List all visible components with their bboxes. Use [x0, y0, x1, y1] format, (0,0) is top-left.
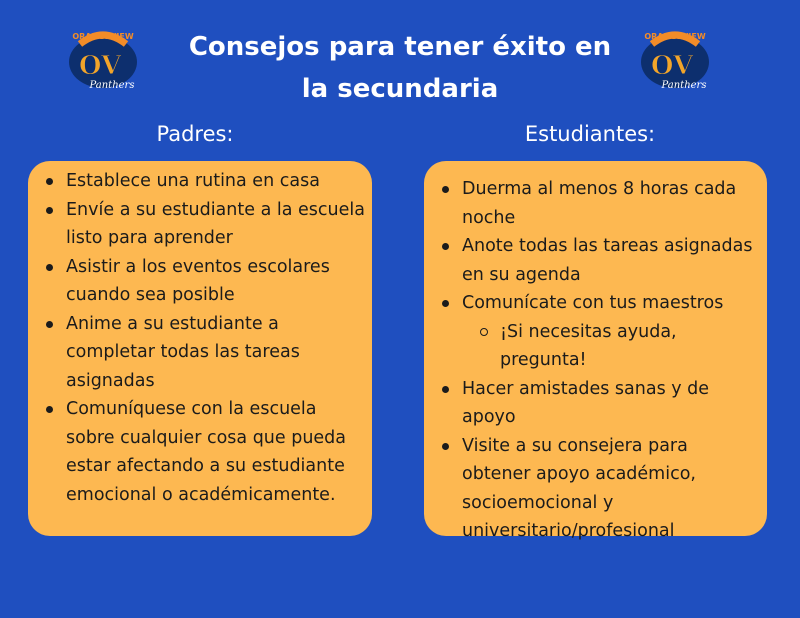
parents-tip: Comuníquese con la escuela sobre cualquier cosa que pueda estar afectando a su estudiante emocional o académicamente.	[38, 395, 366, 509]
logo-top-text: ORANGEVIEW	[644, 32, 706, 41]
students-card	[424, 161, 767, 541]
logo-top-text: ORANGEVIEW	[72, 32, 134, 41]
students-subtip: ¡Si necesitas ayuda, pregunta!	[434, 318, 761, 375]
title-line-1: Consejos para tener éxito en	[188, 32, 612, 62]
logo-letters: OV	[78, 51, 122, 81]
parents-tip: Asistir a los eventos escolares cuando sea posible	[38, 253, 366, 310]
page-title	[150, 26, 650, 110]
students-tip: Anote todas las tareas asignadas en su agenda	[434, 232, 761, 289]
students-tip: Visite a su consejera para obtener apoyo académico, socioemocional y universitario/profesional	[434, 432, 761, 546]
students-tip: Hacer amistades sanas y de apoyo	[434, 375, 761, 432]
orangeview-panthers-logo-left	[60, 22, 146, 98]
logo-script-text: Panthers	[89, 80, 135, 91]
parents-tip: Establece una rutina en casa	[38, 167, 366, 196]
students-tip: Comunícate con tus maestros	[434, 289, 761, 318]
title-line-2: la secundaria	[301, 74, 499, 104]
parents-heading: Padres:	[156, 122, 234, 146]
parents-tip: Anime a su estudiante a completar todas las tareas asignadas	[38, 310, 366, 396]
students-heading: Estudiantes:	[524, 122, 656, 146]
students-tip: Duerma al menos 8 horas cada noche	[434, 175, 761, 232]
parents-card	[28, 161, 372, 536]
orangeview-panthers-logo-right	[632, 22, 718, 98]
logo-script-text: Panthers	[661, 80, 707, 91]
logo-letters: OV	[650, 51, 694, 81]
panther-logo-icon	[60, 22, 146, 98]
panther-logo-icon	[632, 22, 718, 98]
parents-tip: Envíe a su estudiante a la escuela listo para aprender	[38, 196, 366, 253]
